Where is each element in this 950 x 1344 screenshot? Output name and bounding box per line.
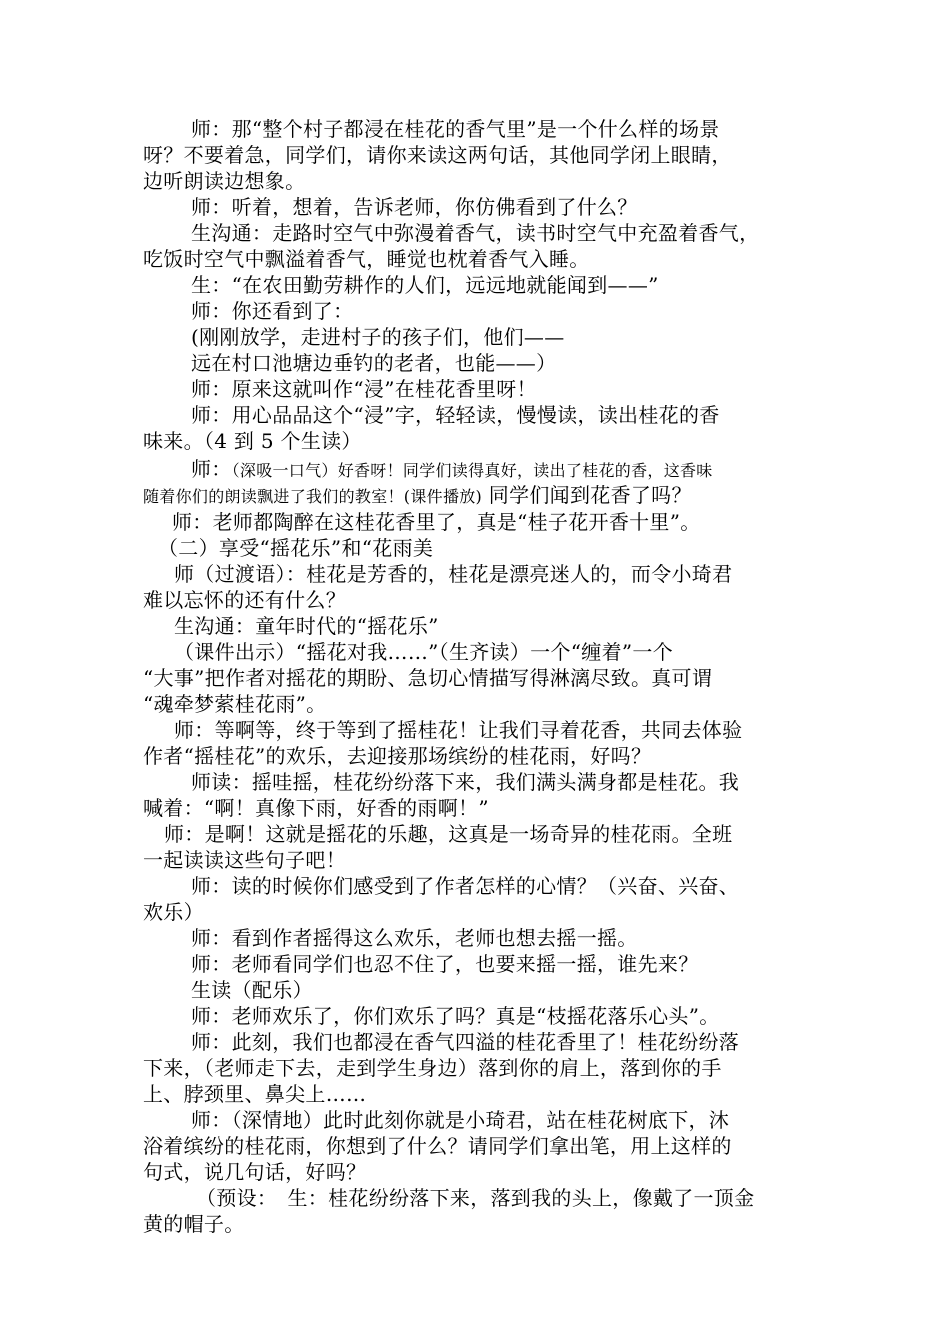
text-line: 句式，说几句话，好吗？	[143, 1160, 367, 1184]
text-line: 吃饭时空气中飘溢着香气，睡觉也枕着香气入睡。	[143, 247, 590, 271]
text-line: 欢乐）	[143, 900, 204, 924]
text-line: 师：那“整个村子都浸在桂花的香气里”是一个什么样的场景	[191, 117, 720, 141]
text-line: 远在村口池塘边垂钓的老者，也能——）	[191, 351, 557, 375]
text-line: 边听朗读边想象。	[143, 169, 306, 193]
text-line: 师：（深情地）此时此刻你就是小琦君，站在桂花树底下，沐	[191, 1108, 730, 1132]
text-line: 难以忘怀的还有什么？	[143, 588, 346, 612]
text-line: 师读：摇哇摇，桂花纷纷落下来，我们满头满身都是桂花。我	[191, 770, 740, 794]
text-line: 作者“摇桂花”的欢乐，去迎接那场缤纷的桂花雨，好吗？	[143, 744, 652, 768]
text-segment: 同学们闻到花香了吗？	[488, 483, 692, 507]
text-line	[191, 456, 713, 484]
text-line: 师：原来这就叫作“浸”在桂花香里呀！	[191, 377, 537, 401]
text-line: 师：此刻，我们也都浸在香气四溢的桂花香里了！桂花纷纷落	[191, 1030, 740, 1054]
text-line: 喊着：“啊！真像下雨，好香的雨啊！”	[143, 796, 489, 820]
text-line: 上、脖颈里、鼻尖上……	[143, 1082, 367, 1106]
text-line: 师：听着，想着，告诉老师，你仿佛看到了什么？	[191, 195, 638, 219]
text-line: 师：用心品品这个“浸”字，轻轻读，慢慢读，读出桂花的香	[191, 403, 720, 427]
text-line: “大事”把作者对摇花的期盼、急切心情描写得淋漓尽致。真可谓	[143, 666, 713, 690]
text-line: 浴着缤纷的桂花雨，你想到了什么？请同学们拿出笔，用上这样的	[143, 1134, 732, 1158]
text-segment: 随着你们的朗读飘进了我们的教室！(课件播放)	[143, 487, 483, 506]
text-line: 一起读读这些句子吧！	[143, 848, 346, 872]
text-line: （课件出示）“摇花对我……”（生齐读）一个“缠着”一个	[174, 640, 673, 664]
text-line: 师：老师看同学们也忍不住了，也要来摇一摇，谁先来？	[191, 952, 699, 976]
text-line: 生沟通：童年时代的“摇花乐”	[174, 614, 439, 638]
text-line: 味来。（4 到 5 个生读）	[143, 429, 362, 453]
text-line: 师：你还看到了：	[191, 299, 354, 323]
text-line: 呀？不要着急，同学们，请你来读这两句话，其他同学闭上眼睛，	[143, 143, 732, 167]
text-line: 生读（配乐）	[191, 978, 313, 1002]
section-heading: （二）享受“摇花乐”和“花雨美	[158, 536, 434, 560]
text-line	[143, 482, 692, 510]
text-line: 下来，（老师走下去，走到学生身边）落到你的肩上，落到你的手	[143, 1056, 722, 1080]
text-line: “魂牵梦萦桂花雨”。	[143, 692, 327, 716]
text-line: 黄的帽子。	[143, 1212, 245, 1236]
text-line: (刚刚放学，走进村子的孩子们，他们——	[191, 325, 565, 349]
text-line: 生沟通：走路时空气中弥漫着香气，读书时空气中充盈着香气，	[191, 221, 760, 245]
text-line: 生：“在农田勤劳耕作的人们，远远地就能闻到——”	[191, 273, 659, 297]
text-line: 师：老师欢乐了，你们欢乐了吗？真是“枝摇花落乐心头”。	[191, 1004, 720, 1028]
text-line: （预设： 生：桂花纷纷落下来，落到我的头上，像戴了一顶金	[196, 1186, 755, 1210]
text-line: 师：老师都陶醉在这桂花香里了，真是“桂子花开香十里”。	[172, 510, 701, 534]
text-line: 师：看到作者摇得这么欢乐，老师也想去摇一摇。	[191, 926, 638, 950]
text-segment: （深吸一口气）好香呀！同学们读得真好，读出了桂花的香，这香味	[231, 461, 713, 480]
text-line: 师：等啊等，终于等到了摇桂花！让我们寻着花香，共同去体验	[174, 718, 743, 742]
text-line: 师（过渡语）：桂花是芳香的，桂花是漂亮迷人的，而令小琦君	[174, 562, 733, 586]
speaker-label: 师：	[191, 457, 232, 481]
text-line: 师：读的时候你们感受到了作者怎样的心情？（兴奋、兴奋、	[191, 874, 740, 898]
text-line: 师：是啊！这就是摇花的乐趣，这真是一场奇异的桂花雨。全班	[164, 822, 733, 846]
